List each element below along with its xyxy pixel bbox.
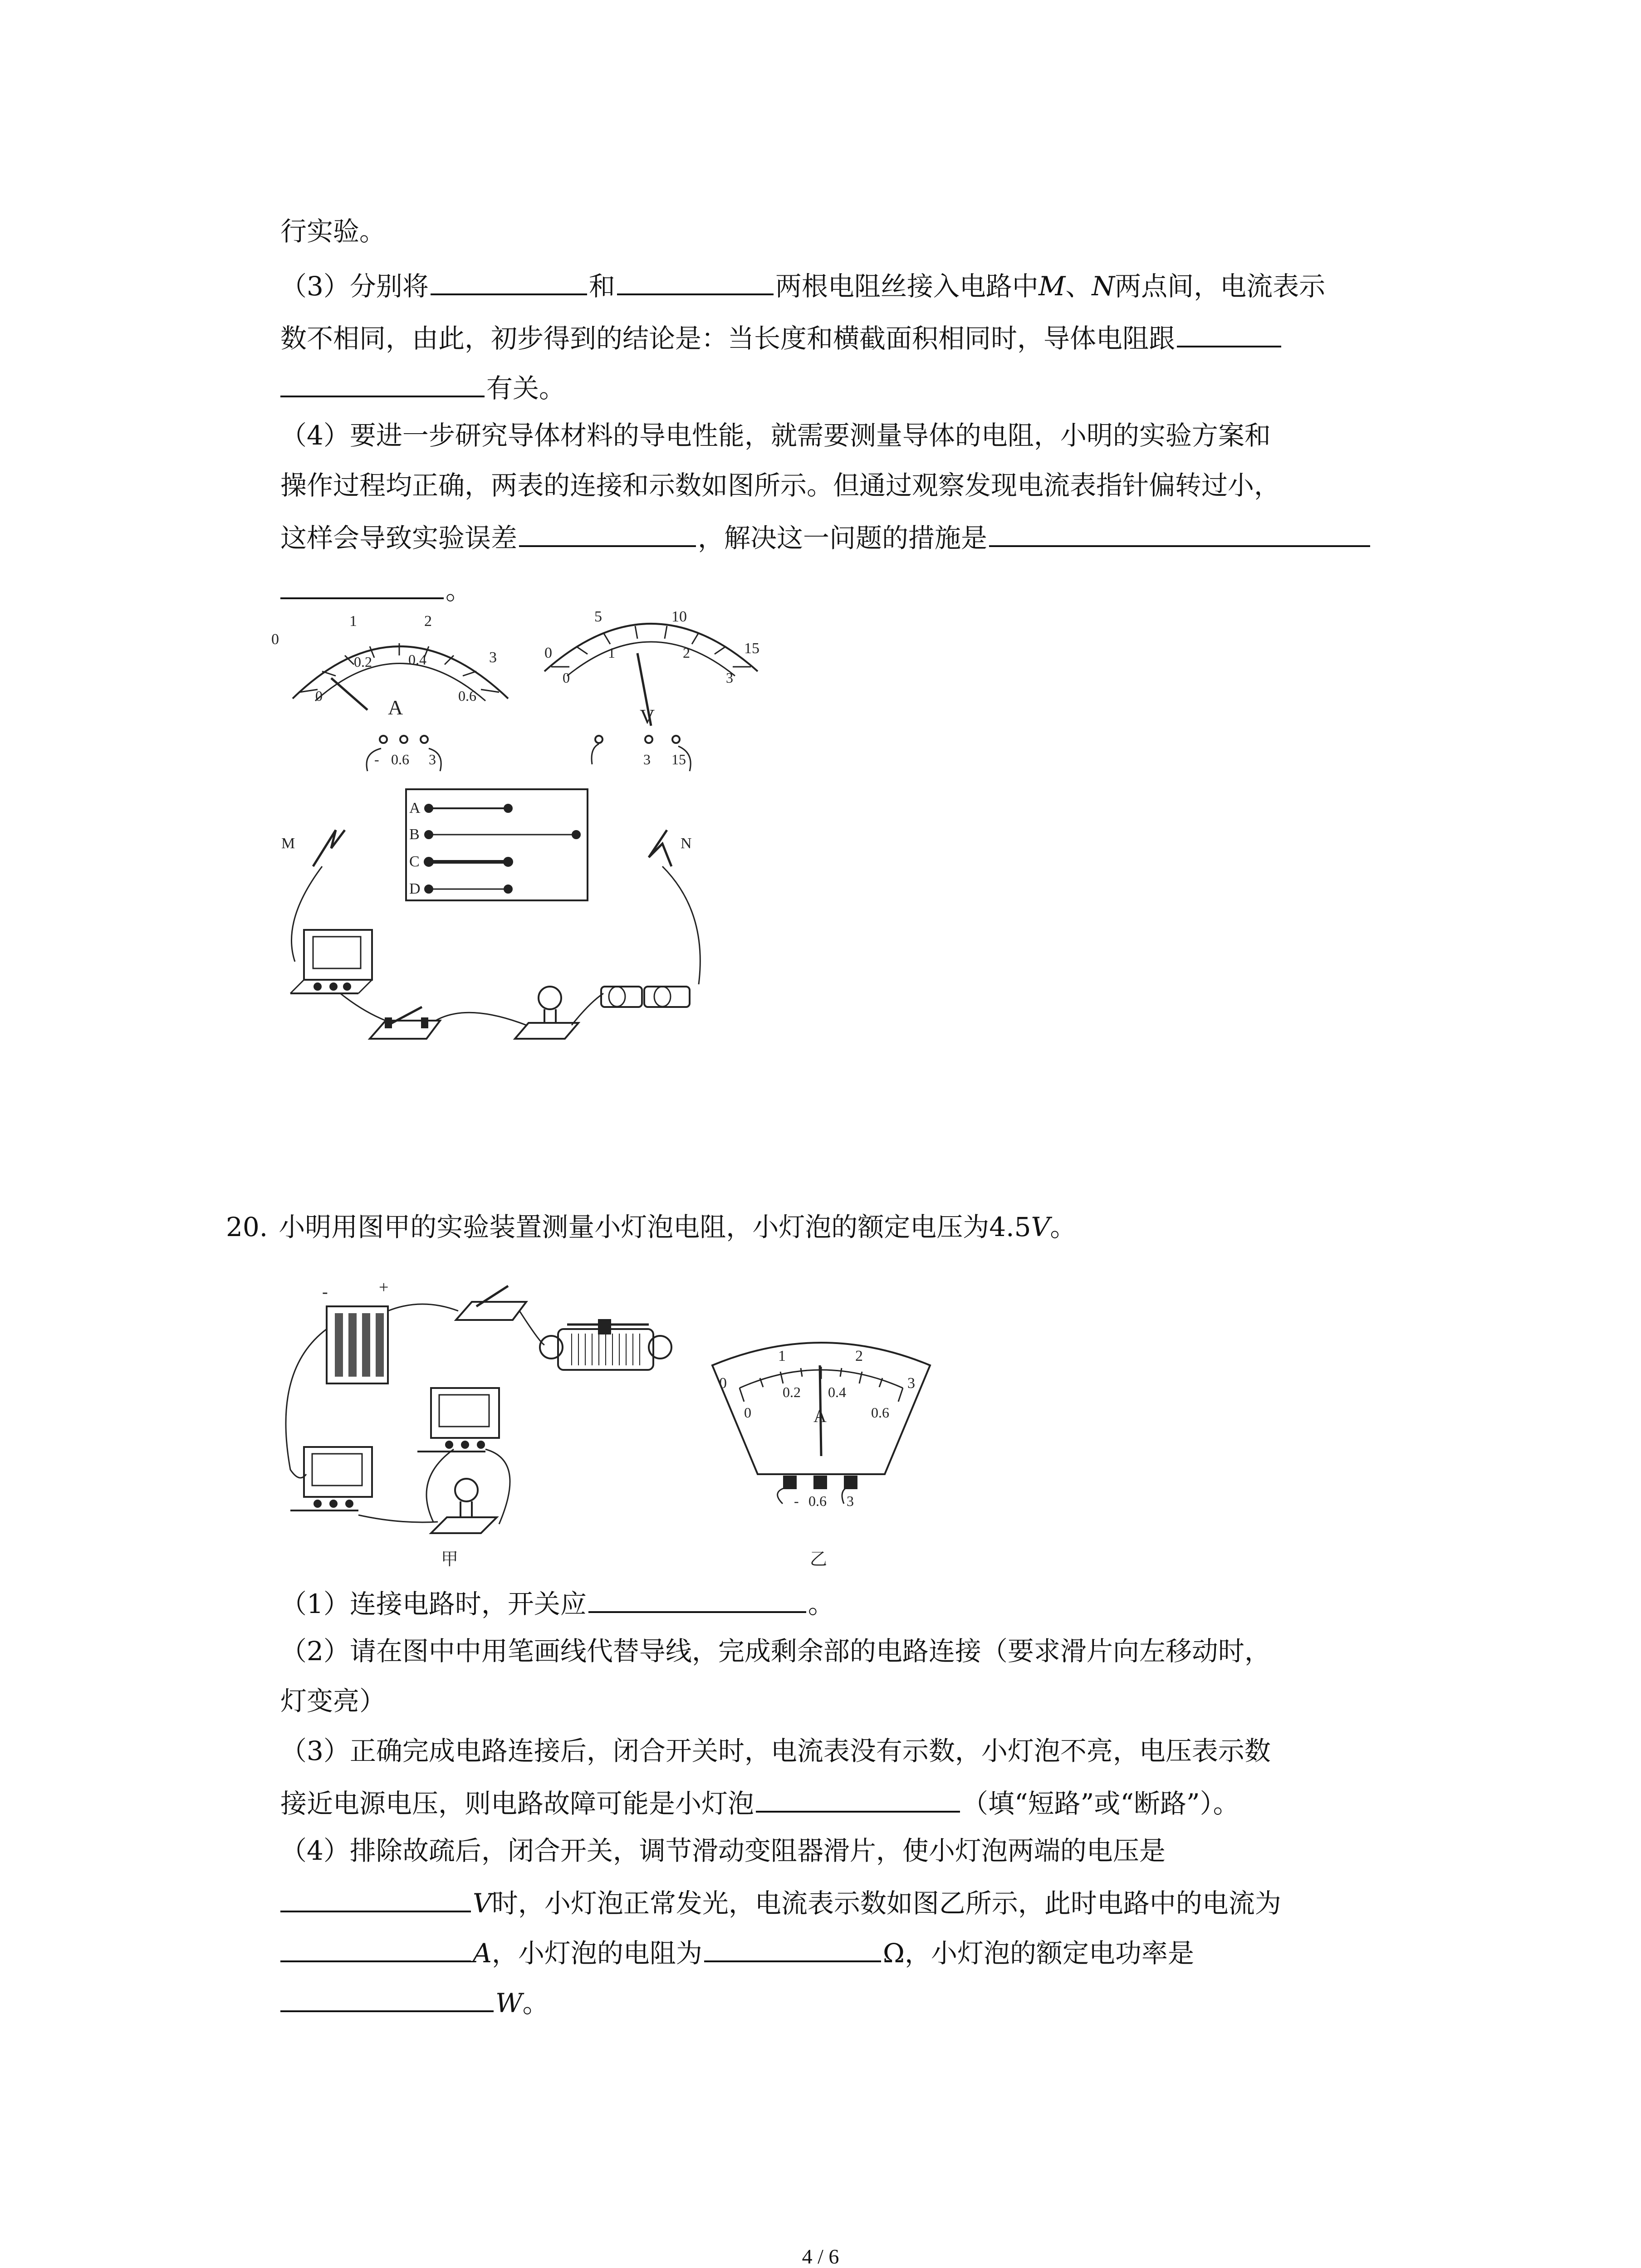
battery-plus-label: + <box>379 1278 389 1297</box>
yi-unit: A <box>813 1406 827 1426</box>
ammeter-bottom-0: 0 <box>315 688 323 704</box>
figure-jia-label: 甲 <box>441 1550 459 1569</box>
voltmeter-terminal-15: 15 <box>671 751 686 767</box>
lamp-device <box>515 987 578 1039</box>
yi-terminal-neg: - <box>794 1493 799 1509</box>
ammeter-dial <box>271 613 508 771</box>
yi-bottom-1: 0.2 <box>783 1384 801 1400</box>
ammeter-top-1: 1 <box>349 613 357 630</box>
ammeter-unit: A <box>388 696 403 719</box>
q20-part3-line2: 接近电源电压，则电路故障可能是小灯泡 （填“短路”或“断路”）。 <box>280 1783 1239 1822</box>
clip-N-label: N <box>681 835 692 852</box>
board-row-D: D <box>409 880 421 897</box>
answer-blank-20-1[interactable] <box>588 1583 806 1613</box>
board-row-B: B <box>409 826 420 843</box>
voltmeter-bottom-2: 2 <box>683 645 690 661</box>
board-row-C: C <box>409 853 420 870</box>
ammeter-device <box>290 930 372 993</box>
switch-device <box>370 1007 440 1039</box>
q19-part4-line2: 操作过程均正确，两表的连接和示数如图所示。但通过观察发现电流表指针偏转过小， <box>280 470 1281 501</box>
ammeter-end: 3 <box>489 649 497 666</box>
answer-blank-3a[interactable] <box>431 265 587 295</box>
voltmeter-bottom-3: 3 <box>726 670 733 686</box>
answer-blank-3b[interactable] <box>617 265 774 295</box>
voltmeter-terminal-3: 3 <box>643 751 651 767</box>
answer-blank-20-3[interactable] <box>756 1783 960 1813</box>
answer-blank-20-4a[interactable] <box>280 1882 471 1912</box>
q20-figure-yi <box>708 1325 944 1579</box>
answer-blank-20-4b[interactable] <box>280 1932 471 1962</box>
figure-yi-label: 乙 <box>810 1550 828 1569</box>
answer-blank-20-4c[interactable] <box>704 1932 881 1962</box>
clip-M <box>313 830 345 866</box>
board-row-A: A <box>409 800 421 816</box>
voltmeter-device <box>417 1388 499 1452</box>
answer-blank-3c-cont[interactable] <box>280 367 485 397</box>
voltmeter-top-10: 10 <box>671 608 687 625</box>
voltmeter-bottom-1: 1 <box>608 645 615 661</box>
answer-blank-4a[interactable] <box>519 517 696 547</box>
ammeter-device <box>290 1447 372 1510</box>
voltmeter-top-5: 5 <box>594 608 602 625</box>
q20-part2-line2: 灯变亮） <box>280 1686 386 1716</box>
q19-part3-line3: 有关。 <box>280 367 565 406</box>
yi-bottom-0: 0 <box>744 1404 751 1421</box>
answer-blank-20-4d[interactable] <box>280 1982 494 2012</box>
q19-part3-line1: （3）分别将 和 两根电阻丝接入电路中M、N两点间，电流表示 <box>280 265 1325 304</box>
resistance-wire-board <box>406 789 588 900</box>
q19-line-0: 行实验。 <box>280 216 386 247</box>
lamp-device <box>431 1479 497 1533</box>
battery-box <box>327 1306 388 1383</box>
q19-part4-line1: （4）要进一步研究导体材料的导电性能，就需要测量导体的电阻，小明的实验方案和 <box>280 420 1271 451</box>
clip-M-label: M <box>281 835 295 852</box>
question-number: 20. <box>226 1212 268 1242</box>
ammeter-bottom-1: 0.2 <box>354 654 372 670</box>
yi-terminal-06: 0.6 <box>808 1493 827 1509</box>
ammeter-needle <box>331 678 367 710</box>
q20-stem: 20. 小明用图甲的实验装置测量小灯泡电阻，小灯泡的额定电压为4.5V。 <box>226 1212 1077 1242</box>
voltmeter-zero: 0 <box>544 645 552 661</box>
q20-part4-line4: W。 <box>280 1982 549 2021</box>
answer-blank-3c[interactable] <box>1177 318 1281 347</box>
rheostat-device <box>540 1320 671 1370</box>
q20-part1: （1）连接电路时，开关应 。 <box>280 1583 834 1622</box>
q19-circuit-figure <box>272 603 817 1080</box>
yi-bottom-2: 0.4 <box>828 1384 846 1400</box>
ammeter-bottom-2: 0.4 <box>408 651 426 668</box>
clip-N <box>649 830 671 866</box>
page-number: 4 / 6 <box>802 2245 839 2268</box>
q19-part4-line4: 。 <box>280 569 472 608</box>
yi-terminal-3: 3 <box>847 1493 854 1509</box>
yi-zero-top: 0 <box>719 1375 727 1392</box>
switch-device <box>456 1286 526 1320</box>
yi-end: 3 <box>907 1375 915 1392</box>
q19-part3-line2: 数不相同，由此，初步得到的结论是：当长度和横截面积相同时，导体电阻跟 <box>280 318 1283 357</box>
ammeter-bottom-3: 0.6 <box>458 688 476 704</box>
q20-part2-line1: （2）请在图中中用笔画线代替导线，完成剩余部的电路连接（要求滑片向左移动时， <box>280 1636 1271 1667</box>
q20-part4-line3: A，小灯泡的电阻为 Ω，小灯泡的额定电功率是 <box>280 1932 1194 1971</box>
q19-part4-line3: 这样会导致实验误差 ，解决这一问题的措施是 <box>280 517 1372 556</box>
q20-part3-line1: （3）正确完成电路连接后，闭合开关时，电流表没有示数，小灯泡不亮，电压表示数 <box>280 1735 1271 1766</box>
yi-top-1: 1 <box>778 1348 786 1364</box>
voltmeter-top-15: 15 <box>744 640 759 657</box>
ammeter-terminal-06: 0.6 <box>391 751 409 767</box>
yi-bottom-3: 0.6 <box>871 1404 889 1421</box>
q20-figure-jia <box>272 1279 681 1579</box>
yi-top-2: 2 <box>855 1348 863 1364</box>
answer-blank-4b-cont[interactable] <box>280 569 444 599</box>
battery-minus-label: - <box>322 1282 328 1301</box>
q20-part4-line2: V时，小灯泡正常发光，电流表示数如图乙所示，此时电路中的电流为 <box>280 1882 1281 1921</box>
ammeter-terminal-3: 3 <box>429 751 436 767</box>
answer-blank-4b[interactable] <box>989 517 1370 547</box>
voltmeter-bottom-0: 0 <box>563 670 570 686</box>
ammeter-top-2: 2 <box>424 613 432 630</box>
battery-device <box>601 987 690 1007</box>
q20-part4-line1: （4）排除故疏后，闭合开关，调节滑动变阻器滑片，使小灯泡两端的电压是 <box>280 1835 1166 1866</box>
voltmeter-unit: V <box>640 705 655 728</box>
ammeter-zero: 0 <box>271 631 279 648</box>
voltmeter-dial <box>544 608 759 771</box>
ammeter-terminal-neg: - <box>374 751 379 767</box>
